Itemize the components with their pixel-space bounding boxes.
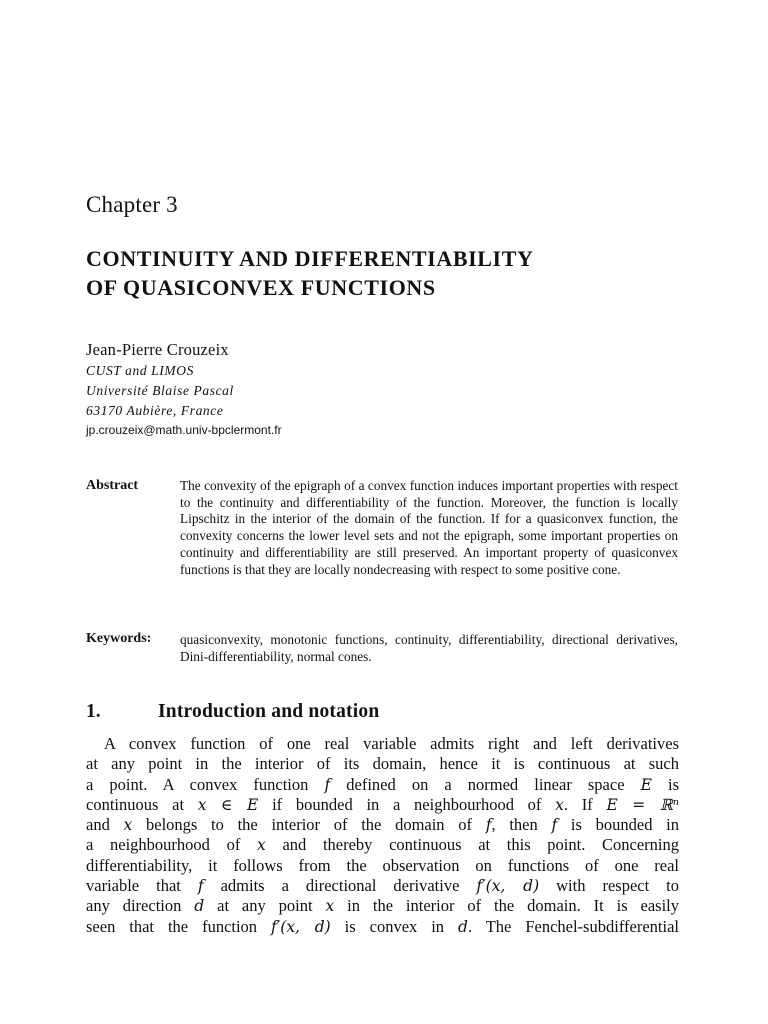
author-email: jp.crouzeix@math.univ-bpclermont.fr <box>86 423 282 437</box>
body-text-run: differentiability, it follows from the observation on functions of one real <box>86 855 679 875</box>
inline-math: f′(x, d) <box>271 917 331 936</box>
body-line <box>86 856 679 876</box>
body-text-run: is <box>651 774 679 794</box>
inline-math: x <box>257 836 266 855</box>
body-line <box>86 734 679 754</box>
inline-math: x <box>123 816 133 835</box>
abstract-text: The convexity of the epigraph of a convex function induces important properties with respect to the continuity and differentiability of the function. Moreover, the function is locally Lipschitz in the interior of the domain of the function. If for a quasiconvex function, the convexity concerns the lower level sets and not the epigraph, some important properties on continuity and differentiability are still preserved. An important property of quasiconvex functions is that they are locally nondecreasing with respect to some positive cone. <box>180 478 678 577</box>
inline-math: x <box>325 897 335 916</box>
body-text-run: at any point in the interior of its domain, hence it is continuous at such <box>86 754 679 774</box>
inline-math: f <box>324 775 331 794</box>
body-text-run: . If <box>563 794 607 814</box>
body-text-run: seen that the function <box>86 916 272 936</box>
body-line <box>86 835 679 855</box>
body-text-run: any direction <box>86 896 195 916</box>
body-text-run: , then <box>491 815 552 835</box>
body-line <box>86 815 679 835</box>
inline-math: d <box>458 917 468 936</box>
section-body <box>86 734 679 937</box>
body-text-run: A convex function of one real variable admits right and left derivatives <box>104 734 679 753</box>
body-line <box>86 754 679 774</box>
body-text-run: at any point <box>204 896 326 916</box>
inline-math: f <box>485 816 492 835</box>
chapter-heading: Chapter 3 <box>86 192 178 217</box>
affiliation-line: 63170 Aubière, France <box>86 403 224 418</box>
body-text-run: defined on a normed linear space <box>330 774 641 794</box>
inline-math: x ∈ E <box>197 795 259 814</box>
body-text-run: continuous at <box>86 794 198 814</box>
body-text-run: admits a directional derivative <box>203 876 477 896</box>
body-line <box>86 917 679 937</box>
inline-math: f′(x, d) <box>476 877 540 896</box>
title-line: OF QUASICONVEX FUNCTIONS <box>86 275 436 300</box>
body-text-run: variable that <box>86 876 198 896</box>
chapter-title <box>86 244 706 302</box>
title-line: CONTINUITY AND DIFFERENTIABILITY <box>86 246 534 271</box>
keywords-label: Keywords: <box>86 631 152 646</box>
body-line <box>86 795 679 815</box>
author-name: Jean-Pierre Crouzeix <box>86 340 229 359</box>
body-text-run: . The Fenchel-subdifferential <box>467 916 679 936</box>
body-text-run: a point. A convex function <box>86 774 325 794</box>
body-text-run: is convex in <box>330 916 459 936</box>
body-text-run: a neighbourhood of <box>86 835 258 855</box>
body-text-run: if bounded in a neighbourhood of <box>258 794 556 814</box>
abstract-label: Abstract <box>86 478 139 493</box>
body-line <box>86 775 679 795</box>
keywords-text: quasiconvexity, monotonic functions, continuity, differentiability, directional derivatives, Dini-differentiability, normal cones. <box>180 632 678 664</box>
section-title: Introduction and notation <box>158 701 380 722</box>
affiliation-line: CUST and LIMOS <box>86 363 194 378</box>
inline-math: f <box>551 816 558 835</box>
section-number: 1. <box>86 701 101 722</box>
inline-math: E <box>640 775 652 794</box>
body-line <box>86 896 679 916</box>
body-text-run: in the interior of the domain. It is easily <box>334 896 680 916</box>
inline-math: f <box>197 877 204 896</box>
inline-math: d <box>194 897 205 916</box>
body-text-run: belongs to the interior of the domain of <box>132 815 486 835</box>
body-text-run: is bounded in <box>557 815 680 835</box>
affiliation-line: Université Blaise Pascal <box>86 383 234 398</box>
body-text-run: and <box>86 815 124 835</box>
inline-math: E = ℝⁿ <box>606 795 679 814</box>
body-text-run: and thereby continuous at this point. Concerning <box>265 835 679 855</box>
body-line <box>86 876 679 896</box>
inline-math: x <box>555 795 564 814</box>
body-text-run: with respect to <box>539 876 679 896</box>
